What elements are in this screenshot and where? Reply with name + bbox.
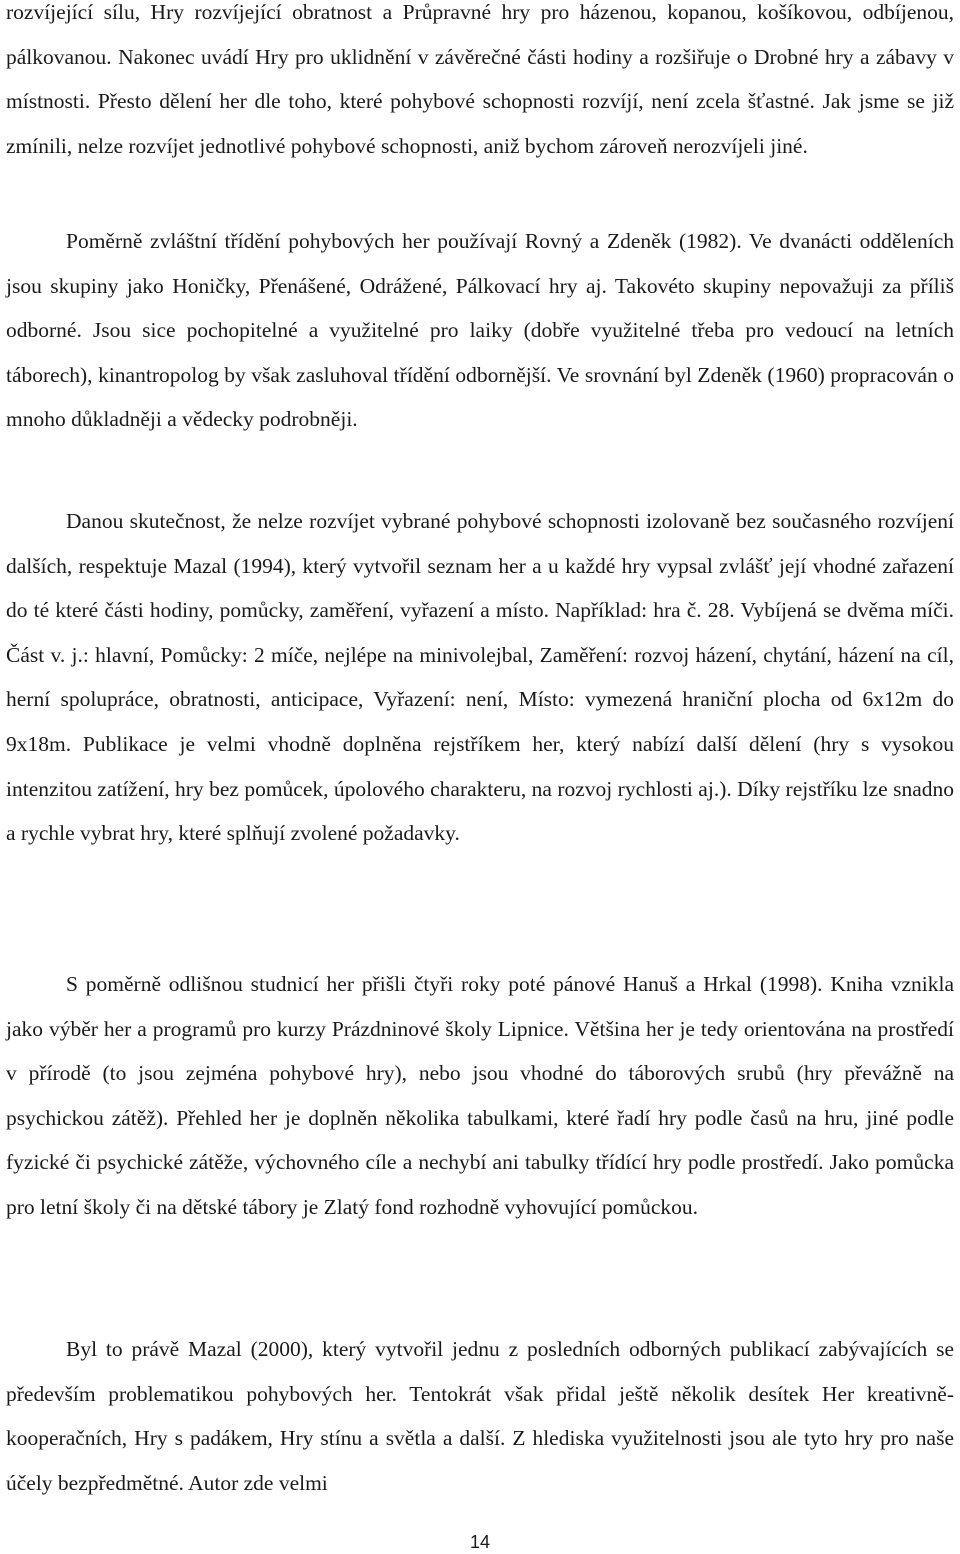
page-number: 14 xyxy=(469,1532,491,1552)
paragraph-4: S poměrně odlišnou studnicí her přišli čtyři roky poté pánové Hanuš a Hrkal (1998). Kniha vznikla jako výběr her a programů pro kurzy Prázdninové školy Lipnice. Většina her je tedy orientována na prostředí v přírodě (to jsou zejména pohybové hry), nebo jsou vhodné do táborových srubů (hry převážně na psychickou zátěž). Přehled her je doplněn několika tabulkami, které řadí hry podle časů na hru, jiné podle fyzické či psychické zátěže, výchovného cíle a nechybí ani tabulky třídící hry podle prostředí. Jako pomůcka pro letní školy či na dětské tábory je Zlatý fond rozhodně vyhovující pomůckou. xyxy=(6,972,954,1219)
paragraph-5: Byl to právě Mazal (2000), který vytvořil jednu z posledních odborných publikací zabývajících se především problematikou pohybových her. Tentokrát však přidal ještě několik desítek Her kreativně-kooperačních, Hry s padákem, Hry stínu a světla a další. Z hlediska využitelnosti jsou ale tyto hry pro naše účely bezpředmětné. Autor zde velmi xyxy=(6,1337,954,1495)
paragraph-1: rozvíjející sílu, Hry rozvíjející obratnost a Průpravné hry pro házenou, kopanou, košíkovou, odbíjenou, pálkovanou. Nakonec uvádí Hry pro uklidnění v závěrečné části hodiny a rozšiřuje o Drobné hry a zábavy v místnosti. Přesto dělení her dle toho, které pohybové schopnosti rozvíjí, není zcela šťastné. Jak jsme se již zmínili, nelze rozvíjet jednotlivé pohybové schopnosti, aniž bychom zároveň nerozvíjeli jiné. xyxy=(6,0,954,158)
paragraph-3: Danou skutečnost, že nelze rozvíjet vybrané pohybové schopnosti izolovaně bez současného rozvíjení dalších, respektuje Mazal (1994), který vytvořil seznam her a u každé hry vypsal zvlášť její vhodné zařazení do té které části hodiny, pomůcky, zaměření, vyřazení a místo. Například: hra č. 28. Vybíjená se dvěma míči. Část v. j.: hlavní, Pomůcky: 2 míče, nejlépe na minivolejbal, Zaměření: rozvoj házení, chytání, házení na cíl, herní spolupráce, obratnosti, anticipace, Vyřazení: není, Místo: vymezená hraniční plocha od 6x12m do 9x18m. Publikace je velmi vhodně doplněna rejstříkem her, který nabízí další dělení (hry s vysokou intenzitou zatížení, hry bez pomůcek, úpolového charakteru, na rozvoj rychlosti aj.). Díky rejstříku lze snadno a rychle vybrat hry, které splňují zvolené požadavky. xyxy=(6,509,954,846)
paragraph-2: Poměrně zvláštní třídění pohybových her používají Rovný a Zdeněk (1982). Ve dvanácti odděleních jsou skupiny jako Honičky, Přenášené, Odrážené, Pálkovací hry aj. Takovéto skupiny nepovažuji za příliš odborné. Jsou sice pochopitelné a využitelné pro laiky (dobře využitelné třeba pro vedoucí na letních táborech), kinantropolog by však zasluhoval třídění odbornější. Ve srovnání byl Zdeněk (1960) propracován o mnoho důkladněji a vědecky podrobněji. xyxy=(6,229,954,432)
